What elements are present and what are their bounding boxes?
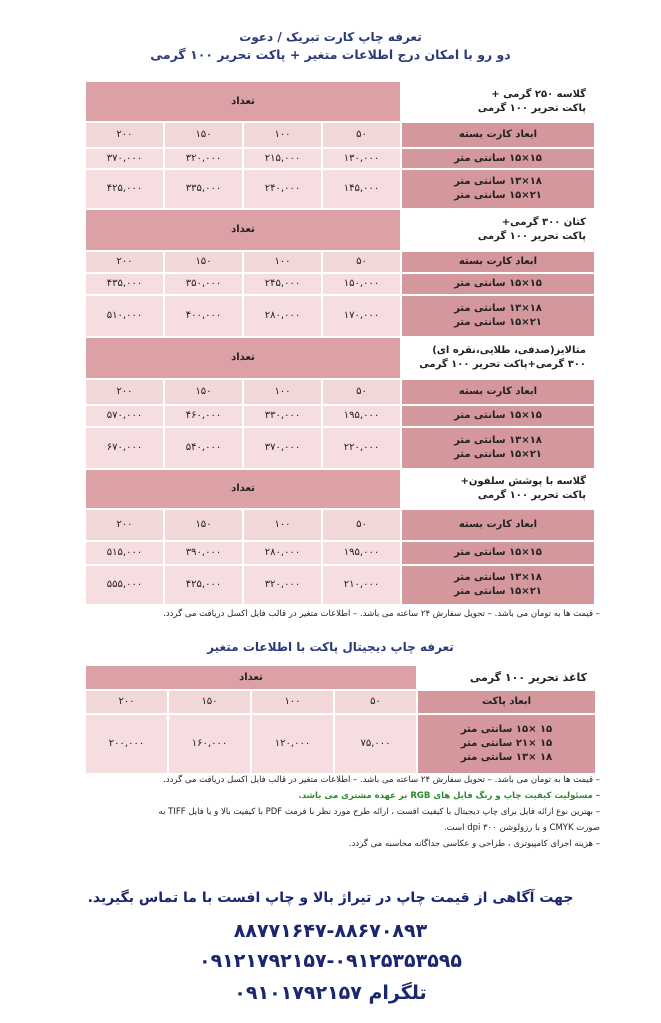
price-cell: ۵۱۵,۰۰۰: [85, 541, 164, 565]
price-table-envelopes: [84, 664, 597, 775]
price-table-metallic-300: [84, 336, 596, 470]
size-header: ابعاد کارت بسته: [401, 379, 595, 405]
size-cell: ۱۵×۱۵ سانتی متر: [401, 405, 595, 427]
qty-cell: ۱۵۰: [164, 251, 243, 273]
qty-cell: ۱۵۰: [168, 690, 251, 714]
qty-cell: ۲۰۰: [85, 122, 164, 148]
qty-cell: ۱۰۰: [243, 122, 322, 148]
price-cell: ۳۳۰,۰۰۰: [243, 405, 322, 427]
qty-cell: ۲۰۰: [85, 251, 164, 273]
notes-cards: – قیمت ها به تومان می باشد. – تحویل سفارش ۲۴ ساعته می باشد. – اطلاعات متغیر در قالب فایل اکسل دریافت می گردد.: [163, 609, 600, 619]
qty-cell: ۲۰۰: [85, 379, 164, 405]
price-cell: ۶۷۰,۰۰۰: [85, 427, 164, 469]
price-cell: ۳۷۰,۰۰۰: [243, 427, 322, 469]
qty-cell: ۵۰: [322, 379, 401, 405]
price-cell: ۴۲۵,۰۰۰: [164, 565, 243, 605]
paper-type-cell: کتان ۳۰۰ گرمی+ پاکت تحریر ۱۰۰ گرمی: [401, 209, 595, 251]
price-cell: ۳۳۵,۰۰۰: [164, 169, 243, 209]
qty-cell: ۱۵۰: [164, 379, 243, 405]
size-cell: ۱۵×۱۵ سانتی متر: [401, 148, 595, 169]
paper-type-cell: گلاسه با پوشش سلفون+ پاکت تحریر ۱۰۰ گرمی: [401, 469, 595, 509]
paper-type-cell: کاغذ تحریر ۱۰۰ گرمی: [417, 665, 596, 690]
price-cell: ۲۱۰,۰۰۰: [322, 565, 401, 605]
size-cell: ۱۸×۱۳ سانتی متر ۲۱×۱۵ سانتی متر: [401, 427, 595, 469]
price-cell: ۲۸۰,۰۰۰: [243, 541, 322, 565]
price-table-glossy-250: [84, 80, 596, 210]
price-cell: ۳۲۰,۰۰۰: [243, 565, 322, 605]
price-cell: ۱۴۵,۰۰۰: [322, 169, 401, 209]
paper-type-cell: متالایز(صدفی، طلایی،نقره ای) ۳۰۰ گرمی+پاکت تحریر ۱۰۰ گرمی: [401, 337, 595, 379]
section-title-envelopes: تعرفه چاپ دیجیتال پاکت با اطلاعات متغیر: [207, 640, 454, 654]
size-header: ابعاد کارت بسته: [401, 122, 595, 148]
price-cell: ۲۴۵,۰۰۰: [243, 273, 322, 295]
price-cell: ۲۴۰,۰۰۰: [243, 169, 322, 209]
quantity-header: تعداد: [85, 337, 401, 379]
qty-cell: ۲۰۰: [85, 690, 168, 714]
price-cell: ۳۷۰,۰۰۰: [85, 148, 164, 169]
size-cell: ۱۸×۱۳ سانتی متر ۲۱×۱۵ سانتی متر: [401, 565, 595, 605]
price-table-canvas-300: [84, 208, 596, 338]
price-cell: ۵۷۰,۰۰۰: [85, 405, 164, 427]
phone-mobile: ۰۹۱۲۱۷۹۲۱۵۷-۰۹۱۲۵۳۵۳۵۹۵: [198, 950, 462, 972]
price-cell: ۳۵۰,۰۰۰: [164, 273, 243, 295]
price-cell: ۱۵۰,۰۰۰: [322, 273, 401, 295]
size-cell: ۱۵×۱۵ سانتی متر: [401, 273, 595, 295]
price-cell: ۲۰۰,۰۰۰: [85, 714, 168, 774]
qty-cell: ۱۵۰: [164, 122, 243, 148]
note-line: – قیمت ها به تومان می باشد. – تحویل سفارش ۲۴ ساعته می باشد. – اطلاعات متغیر در قالب فایل اکسل دریافت می گردد.: [163, 775, 600, 785]
price-cell: ۱۹۵,۰۰۰: [322, 405, 401, 427]
price-cell: ۳۹۰,۰۰۰: [164, 541, 243, 565]
price-table-cellophane: [84, 468, 596, 606]
qty-cell: ۵۰: [334, 690, 417, 714]
quantity-header: تعداد: [85, 469, 401, 509]
page-subtitle: دو رو با امکان درج اطلاعات متغیر + پاکت تحریر ۱۰۰ گرمی: [150, 47, 511, 62]
quantity-header: تعداد: [85, 209, 401, 251]
price-cell: ۱۲۰,۰۰۰: [251, 714, 334, 774]
qty-cell: ۵۰: [322, 251, 401, 273]
contact-headline: جهت آگاهی از قیمت چاپ در تیراژ بالا و چاپ افست با ما تماس بگیرید.: [87, 890, 574, 906]
price-cell: ۴۳۵,۰۰۰: [85, 273, 164, 295]
note-line: – بهترین نوع ارائه فایل برای چاپ دیجیتال با کیفیت افست ، ارائه طرح مورد نظر با فرمت PDF با کیفیت بالا و یا فایل TIFF به: [158, 807, 600, 817]
price-cell: ۱۷۰,۰۰۰: [322, 295, 401, 337]
price-cell: ۵۴۰,۰۰۰: [164, 427, 243, 469]
note-line: صورت CMYK و با رزولوشن dpi ۳۰۰ است.: [443, 823, 600, 833]
size-cell: ۱۸×۱۳ سانتی متر ۲۱×۱۵ سانتی متر: [401, 295, 595, 337]
qty-cell: ۵۰: [322, 122, 401, 148]
price-cell: ۱۶۰,۰۰۰: [168, 714, 251, 774]
qty-cell: ۱۰۰: [243, 251, 322, 273]
paper-type-cell: گلاسه ۲۵۰ گرمی + پاکت تحریر ۱۰۰ گرمی: [401, 81, 595, 122]
quantity-header: تعداد: [85, 665, 417, 690]
price-cell: ۴۲۵,۰۰۰: [85, 169, 164, 209]
size-cell: ۱۵ ×۱۵ سانتی متر ۱۵ ×۲۱ سانتی متر ۱۸ ×۱۳ سانتی متر: [417, 714, 596, 774]
price-cell: ۵۵۵,۰۰۰: [85, 565, 164, 605]
size-cell: ۱۸×۱۳ سانتی متر ۲۱×۱۵ سانتی متر: [401, 169, 595, 209]
qty-cell: ۵۰: [322, 509, 401, 541]
qty-cell: ۱۰۰: [251, 690, 334, 714]
telegram-number: تلگرام ۰۹۱۰۱۷۹۲۱۵۷: [234, 982, 427, 1004]
note-line-rgb: – مسئولیت کیفیت چاپ و رنگ فایل های RGB بر عهده مشتری می باشد.: [298, 791, 600, 801]
page-title: تعرفه چاپ کارت تبریک / دعوت: [239, 30, 422, 44]
quantity-header: تعداد: [85, 81, 401, 122]
price-cell: ۲۲۰,۰۰۰: [322, 427, 401, 469]
note-line: – هزینه اجرای کامپیوتری ، طراحی و عکاسی جداگانه محاسبه می گردد.: [348, 839, 600, 849]
qty-cell: ۱۰۰: [243, 509, 322, 541]
price-cell: ۴۰۰,۰۰۰: [164, 295, 243, 337]
price-cell: ۳۲۰,۰۰۰: [164, 148, 243, 169]
price-cell: ۲۸۰,۰۰۰: [243, 295, 322, 337]
price-cell: ۱۹۵,۰۰۰: [322, 541, 401, 565]
size-header: ابعاد کارت بسته: [401, 509, 595, 541]
size-cell: ۱۵×۱۵ سانتی متر: [401, 541, 595, 565]
size-header: ابعاد کارت بسته: [401, 251, 595, 273]
price-cell: ۷۵,۰۰۰: [334, 714, 417, 774]
price-cell: ۱۳۰,۰۰۰: [322, 148, 401, 169]
qty-cell: ۱۵۰: [164, 509, 243, 541]
price-cell: ۴۶۰,۰۰۰: [164, 405, 243, 427]
qty-cell: ۱۰۰: [243, 379, 322, 405]
qty-cell: ۲۰۰: [85, 509, 164, 541]
notes-envelopes: [80, 772, 600, 852]
size-header: ابعاد پاکت: [417, 690, 596, 714]
price-cell: ۲۱۵,۰۰۰: [243, 148, 322, 169]
phone-landline: ۸۸۷۷۱۶۴۷-۸۸۶۷۰۸۹۳: [233, 920, 428, 942]
price-cell: ۵۱۰,۰۰۰: [85, 295, 164, 337]
